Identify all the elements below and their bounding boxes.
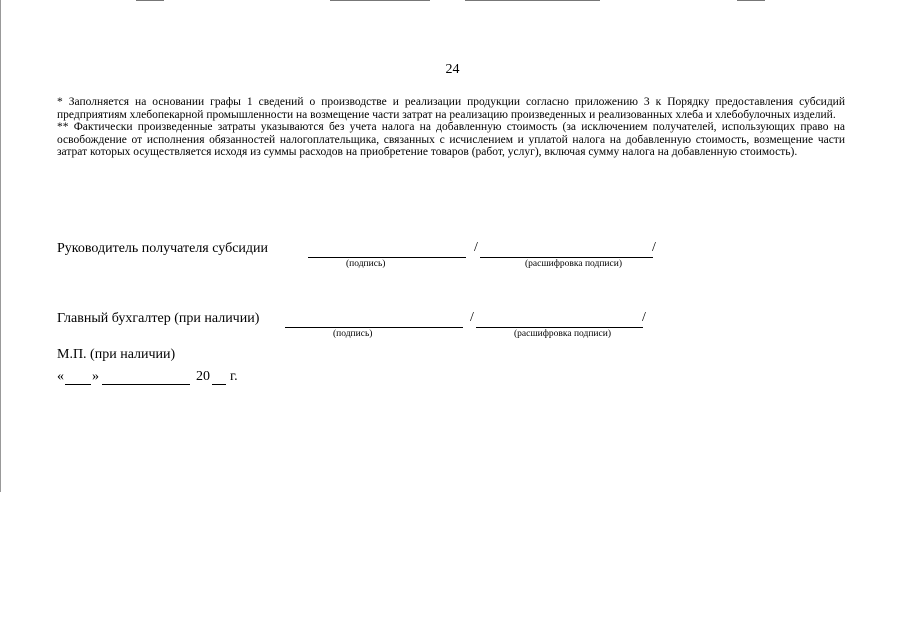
- stamp-note: М.П. (при наличии): [57, 347, 176, 362]
- accountant-signature-line[interactable]: [285, 327, 463, 328]
- scan-edge-line: [737, 0, 765, 1]
- accountant-decode-caption: (расшифровка подписи): [514, 329, 611, 339]
- head-sign-caption: (подпись): [346, 259, 386, 269]
- accountant-decode-line[interactable]: [476, 327, 643, 328]
- date-year-suffix: г.: [230, 369, 238, 384]
- date-day-line[interactable]: [65, 384, 91, 385]
- scan-edge-line: [136, 0, 164, 1]
- accountant-signature-label: Главный бухгалтер (при наличии): [57, 311, 260, 326]
- date-year-prefix: 20: [196, 369, 210, 384]
- head-signature-slash: /: [474, 240, 478, 255]
- footnote-1: * Заполняется на основании графы 1 сведений о производстве и реализации продукции согласно приложению 3 к Порядку предоставления субсидий предприятиям хлебопекарной промышленности на возмещение части затрат на реализацию произведенных и реализованных хлеба и хлебобулочных изделий.: [57, 96, 845, 121]
- accountant-sign-caption: (подпись): [333, 329, 373, 339]
- footnotes: [57, 96, 845, 159]
- date-month-line[interactable]: [102, 384, 190, 385]
- head-decode-line[interactable]: [480, 257, 653, 258]
- footnote-2: ** Фактически произведенные затраты указываются без учета налога на добавленную стоимость (за исключением получателей, использующих право на освобождение от исполнения обязанностей налогоплательщика, связанных с исчислением и уплатой налога на добавленную стоимость, возмещение части затрат которых осуществляется исходя из суммы расходов на приобретение товаров (работ, услуг), включая сумму налога на добавленную стоимость).: [57, 121, 845, 158]
- page-number: 24: [445, 62, 460, 77]
- head-signature-line[interactable]: [308, 257, 466, 258]
- head-decode-caption: (расшифровка подписи): [525, 259, 622, 269]
- date-close-quote: »: [92, 369, 99, 384]
- head-signature-label: Руководитель получателя субсидии: [57, 241, 269, 256]
- head-decode-slash: /: [652, 240, 656, 255]
- date-year-line[interactable]: [212, 384, 226, 385]
- date-open-quote: «: [57, 369, 64, 384]
- scan-edge-line: [465, 0, 600, 1]
- scan-edge-line: [330, 0, 430, 1]
- accountant-decode-slash: /: [642, 310, 646, 325]
- accountant-signature-slash: /: [470, 310, 474, 325]
